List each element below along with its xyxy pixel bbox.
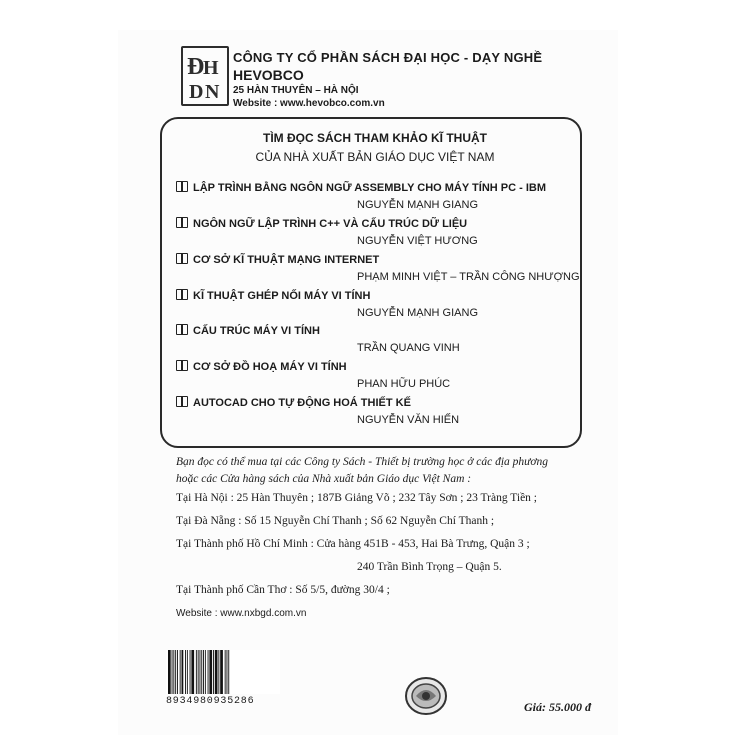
barcode-bar <box>198 650 199 694</box>
barcode-bar <box>213 650 214 694</box>
dh-dn-logo-icon <box>181 46 229 106</box>
book-author: TRẦN QUANG VINH <box>357 342 460 354</box>
book-title: KĨ THUẬT GHÉP NỐI MÁY VI TÍNH <box>176 289 370 302</box>
barcode-bar <box>173 650 174 694</box>
book-icon <box>176 181 188 192</box>
publisher-emblem-icon <box>404 674 448 718</box>
svg-text:D: D <box>189 81 204 103</box>
barcode-bar <box>201 650 202 694</box>
stores-danang: Tại Đà Nẵng : Số 15 Nguyễn Chí Thanh ; Số 62 Nguyễn Chí Thanh ; <box>176 515 495 527</box>
barcode-bar <box>191 650 194 694</box>
publisher-brand: HEVOBCO <box>233 67 304 83</box>
book-icon <box>176 217 188 228</box>
barcode-bar <box>185 650 186 694</box>
book-title: CƠ SỞ KĨ THUẬT MẠNG INTERNET <box>176 253 379 266</box>
barcode-bar <box>172 650 173 694</box>
barcode-bar <box>215 650 218 694</box>
barcode-bar <box>190 650 191 694</box>
publisher-name: CÔNG TY CỔ PHẦN SÁCH ĐẠI HỌC - DẠY NGHỀ <box>233 50 543 65</box>
book-author: PHẠM MINH VIỆT – TRẦN CÔNG NHƯỢNG <box>357 271 580 283</box>
book-title: CƠ SỞ ĐỒ HOẠ MÁY VI TÍNH <box>176 360 347 373</box>
book-icon <box>176 360 188 371</box>
svg-text:N: N <box>205 81 220 103</box>
book-title: AUTOCAD CHO TỰ ĐỘNG HOÁ THIẾT KẾ <box>176 396 411 409</box>
barcode-bar <box>220 650 223 694</box>
stores-intro: Bạn đọc có thể mua tại các Công ty Sách - Thiết bị trường học ở các địa phương <box>176 456 549 468</box>
book-title: NGÔN NGỮ LẬP TRÌNH C++ VÀ CẤU TRÚC DỮ LIỆU <box>176 217 467 230</box>
barcode-bar <box>209 650 212 694</box>
barcode-bar <box>180 650 181 694</box>
stores-cantho: Tại Thành phố Cần Thơ : Số 5/5, đường 30/4 ; <box>176 584 390 596</box>
book-title: CẤU TRÚC MÁY VI TÍNH <box>176 324 320 337</box>
book-author: NGUYỄN MẠNH GIANG <box>357 199 479 211</box>
stores-hcm: Tại Thành phố Hồ Chí Minh : Cửa hàng 451B - 453, Hai Bà Trưng, Quận 3 ; <box>176 538 530 550</box>
barcode-bar <box>168 650 171 694</box>
barcode-bar <box>200 650 201 694</box>
svg-text:Đ: Đ <box>187 54 205 80</box>
barcode-bar <box>225 650 226 694</box>
book-icon <box>176 396 188 407</box>
price: Giá: 55.000 đ <box>524 700 591 714</box>
book-title: LẬP TRÌNH BẰNG NGÔN NGỮ ASSEMBLY CHO MÁY TÍNH PC - IBM <box>176 181 546 194</box>
publisher-website: Website : www.hevobco.com.vn <box>233 98 385 109</box>
barcode-bar <box>208 650 209 694</box>
book-author: PHAN HỮU PHÚC <box>357 378 451 390</box>
stores-website: Website : www.nxbgd.com.vn <box>176 608 307 619</box>
stores-hcm-2: 240 Trần Bình Trọng – Quận 5. <box>357 561 502 573</box>
barcode-bar <box>227 650 228 694</box>
stores-hanoi: Tại Hà Nội : 25 Hàn Thuyên ; 187B Giảng Võ ; 232 Tây Sơn ; 23 Tràng Tiền ; <box>176 492 537 504</box>
svg-text:H: H <box>203 57 219 79</box>
book-icon <box>176 253 188 264</box>
barcode-bar <box>175 650 176 694</box>
book-list-subtitle: CỦA NHÀ XUẤT BẢN GIÁO DỤC VIỆT NAM <box>255 150 495 164</box>
barcode-bar <box>187 650 188 694</box>
barcode-bar <box>218 650 219 694</box>
barcode-bar <box>177 650 178 694</box>
barcode-bar <box>228 650 229 694</box>
book-list-title: TÌM ĐỌC SÁCH THAM KHẢO KĨ THUẬT <box>263 131 487 145</box>
barcode-bar <box>205 650 206 694</box>
barcode-bar <box>182 650 184 694</box>
book-icon <box>176 289 188 300</box>
book-icon <box>176 324 188 335</box>
stores-intro: hoặc các Cửa hàng sách của Nhà xuất bản Giáo dục Việt Nam : <box>176 473 472 485</box>
barcode-bar <box>203 650 204 694</box>
barcode <box>166 650 280 694</box>
barcode-bar <box>196 650 197 694</box>
barcode-number: 8934980935286 <box>166 696 255 707</box>
book-author: NGUYỄN MẠNH GIANG <box>357 307 479 319</box>
book-author: NGUYỄN VIỆT HƯƠNG <box>357 235 478 247</box>
publisher-address: 25 HÀN THUYÊN – HÀ NỘI <box>233 85 359 96</box>
book-author: NGUYỄN VĂN HIẾN <box>357 414 460 426</box>
